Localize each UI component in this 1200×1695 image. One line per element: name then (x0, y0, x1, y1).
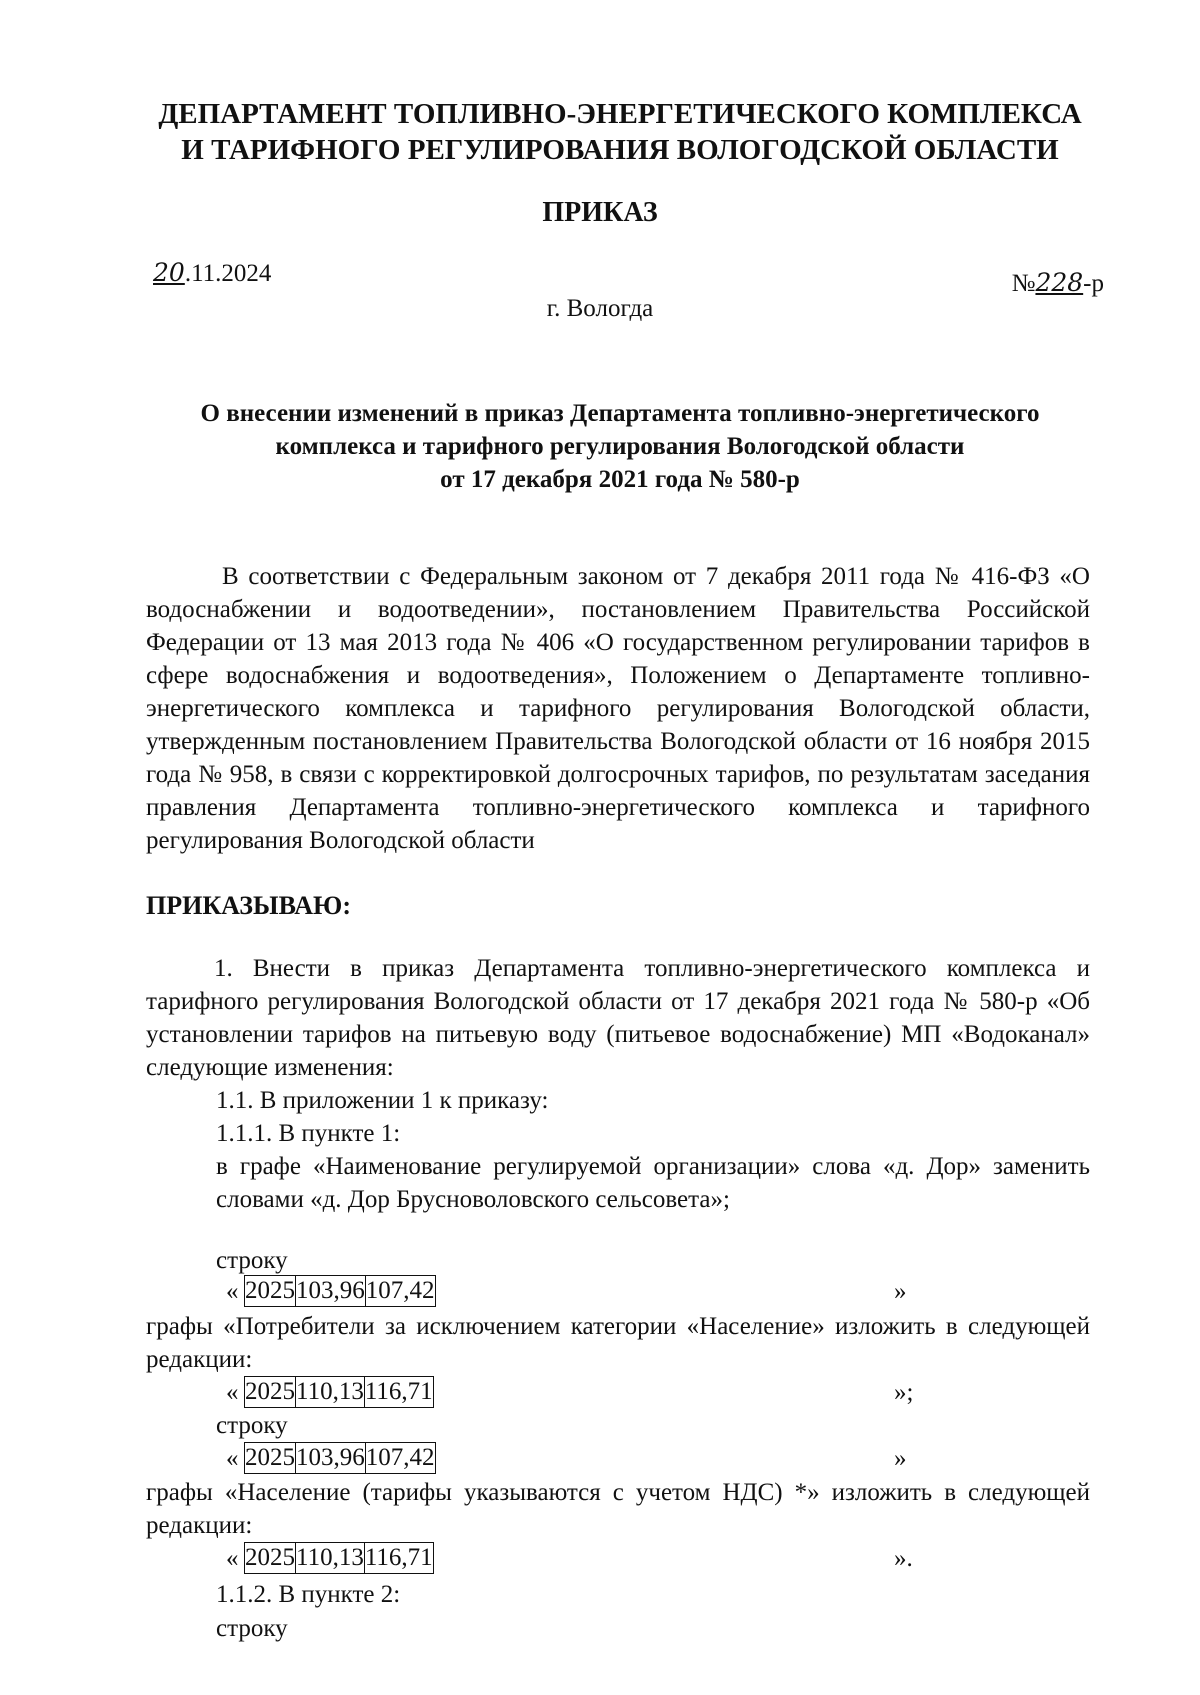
consumers-paragraph: графы «Потребители за исключением категории «Население» изложить в следующей редакции: (146, 1313, 1090, 1373)
quote-close: ». (894, 1545, 913, 1572)
cell-year: 2025 (245, 1443, 296, 1474)
cell-tariff-2: 107,42 (365, 1443, 435, 1474)
city: г. Вологда (546, 295, 654, 322)
cell-year: 2025 (245, 1543, 296, 1574)
row-word-2: строку (216, 1412, 288, 1439)
subject-line-1: О внесении изменений в приказ Департамента топливно-энергетического (200, 400, 1040, 427)
row-word-3: строку (216, 1615, 288, 1642)
department-line-1: ДЕПАРТАМЕНТ ТОПЛИВНО-ЭНЕРГЕТИЧЕСКОГО КОМПЛЕКСА (158, 98, 1082, 130)
order-subject (150, 397, 1090, 496)
quote-open: « (226, 1379, 239, 1406)
item-1-1-1: 1.1.1. В пункте 1: (216, 1120, 401, 1147)
quote-open: « (226, 1278, 239, 1305)
cell-tariff-1: 110,13 (296, 1543, 365, 1574)
quote-close: » (894, 1278, 907, 1305)
order-word: ПРИКАЗЫВАЮ: (146, 891, 351, 920)
cell-tariff-1: 110,13 (296, 1377, 365, 1408)
subject-line-2: комплекса и тарифного регулирования Вологодской области (275, 433, 965, 460)
quote-close: »; (894, 1379, 914, 1406)
quote-open: « (226, 1545, 239, 1572)
cell-tariff-1: 103,96 (296, 1276, 366, 1307)
tariff-table (244, 1442, 436, 1474)
quote-open: « (226, 1445, 239, 1472)
order-date (153, 258, 271, 289)
tariff-table (244, 1542, 434, 1574)
cell-tariff-2: 116,71 (364, 1377, 433, 1408)
cell-tariff-2: 107,42 (365, 1276, 435, 1307)
number-value-handwritten: 228 (1035, 268, 1084, 297)
column-change-text: в графе «Наименование регулируемой организации» слова «д. Дор» заменить словами «д. Дор Брусноволовского сельсовета»; (216, 1153, 1090, 1213)
department-header (150, 96, 1090, 168)
item-1-1-2: 1.1.2. В пункте 2: (216, 1581, 401, 1608)
preamble-paragraph: В соответствии с Федеральным законом от 7 декабря 2011 года № 416-ФЗ «О водоснабжении и водоотведении», постановлением Правительства Российской Федерации от 13 мая 2013 года № 406 «О государственном регулировании тарифов в сфере водоснабжения и водоотведения», Положением о Департаменте топливно-энергетического комплекса и тарифного регулирования Вологодской области, утвержденным постановлением Правительства Вологодской области от 16 ноября 2015 года № 958, в связи с корректировкой долгосрочных тарифов, по результатам заседания правления Департамента топливно-энергетического комплекса и тарифного регулирования Вологодской области (146, 563, 1090, 854)
item-1-paragraph: 1. Внести в приказ Департамента топливно-энергетического комплекса и тарифного регулирования Вологодской области от 17 декабря 2021 года № 580-р «Об установлении тарифов на питьевую воду (питьевое водоснабжение) МП «Водоканал» следующие изменения: (146, 955, 1090, 1081)
order-title: ПРИКАЗ (542, 197, 658, 228)
item-1-1: 1.1. В приложении 1 к приказу: (216, 1087, 549, 1114)
quote-close: » (894, 1445, 907, 1472)
number-sign: № (1011, 270, 1036, 297)
subject-line-3: от 17 декабря 2021 года № 580-р (440, 466, 800, 493)
date-month-year: .11.2024 (184, 260, 272, 287)
department-line-2: И ТАРИФНОГО РЕГУЛИРОВАНИЯ ВОЛОГОДСКОЙ ОБЛАСТИ (181, 134, 1059, 166)
row-word-1: строку (216, 1247, 288, 1274)
tariff-table (244, 1376, 434, 1408)
cell-year: 2025 (245, 1377, 296, 1408)
date-day-handwritten: 20 (153, 258, 185, 287)
cell-tariff-2: 116,71 (364, 1543, 433, 1574)
column-change-line-1 (216, 1150, 1090, 1216)
population-paragraph: графы «Население (тарифы указываются с учетом НДС) *» изложить в следующей редакции: (146, 1479, 1090, 1539)
cell-year: 2025 (245, 1276, 296, 1307)
number-suffix: -р (1083, 270, 1104, 297)
cell-tariff-1: 103,96 (296, 1443, 366, 1474)
tariff-table (244, 1275, 436, 1307)
